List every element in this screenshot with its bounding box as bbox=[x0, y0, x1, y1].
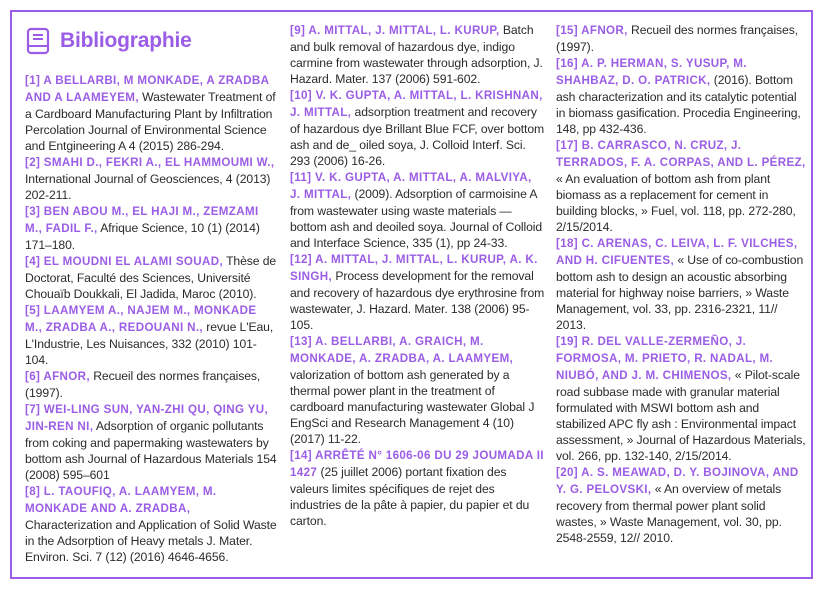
reference-text: valorization of bottom ash generated by a thermal power plant in the treatment of cardboard manufacturing wastewater Global J EngSci and Research Management 4 (10) (2017) 11-22. bbox=[290, 368, 535, 446]
reference-authors: [17] B. CARRASCO, N. CRUZ, J. TERRADOS, F. A. CORPAS, AND L. PÉREZ, bbox=[556, 139, 806, 169]
reference-item bbox=[556, 137, 808, 235]
reference-authors: [16] A. P. HERMAN, S. YUSUP, M. SHAHBAZ, D. O. PATRICK, bbox=[556, 57, 747, 87]
reference-authors: [20] A. S. MEAWAD, D. Y. BOJINOVA, AND Y. G. PELOVSKI, bbox=[556, 466, 799, 496]
reference-authors: [3] BEN ABOU M., EL HAJI M., ZEMZAMI M., FADIL F., bbox=[25, 205, 259, 235]
reference-item bbox=[556, 22, 808, 55]
reference-item bbox=[556, 464, 808, 546]
reference-authors: [2] SMAHI D., FEKRI A., EL HAMMOUMI W., bbox=[25, 156, 275, 169]
reference-text: Wastewater Treatment of a Cardboard Manufacturing Plant by Infiltration Percolation Journal of Environmental Science and Entgineering A 4 (2015) 286-294. bbox=[25, 90, 276, 153]
reference-text: Thèse de Doctorat, Faculté des Sciences, Université Chouaïb Doukkali, El Jadida, Maroc (2010). bbox=[25, 254, 277, 301]
column-2 bbox=[290, 12, 545, 577]
reference-list bbox=[556, 22, 808, 546]
reference-authors: [1] A BELLARBI, M MONKADE, A ZRADBA AND A LAAMEYEM, bbox=[25, 74, 269, 104]
reference-authors: [18] C. ARENAS, C. LEIVA, L. F. VILCHES, AND H. CIFUENTES, bbox=[556, 237, 798, 267]
reference-authors: [9] A. MITTAL, J. MITTAL, L. KURUP, bbox=[290, 24, 500, 37]
book-icon bbox=[25, 27, 51, 55]
reference-list bbox=[290, 22, 545, 529]
reference-text: (25 juillet 2006) portant fixation des valeurs limites spécifiques de rejet des industries de la pâte à papier, du papier et du carton. bbox=[290, 465, 530, 528]
reference-text: (2009). Adsorption of carmoisine A from wastewater using waste materials — bottom ash and deoiled soya. Journal of Colloid and Interface Science, 335 (1), pp 24-33. bbox=[290, 187, 543, 250]
reference-item bbox=[25, 368, 277, 401]
reference-item bbox=[25, 203, 277, 253]
reference-text: Recueil des normes françaises, (1997). bbox=[556, 23, 799, 54]
section-heading bbox=[25, 22, 277, 60]
reference-item bbox=[25, 401, 277, 483]
reference-item bbox=[25, 253, 277, 302]
bibliography-panel bbox=[10, 10, 813, 579]
reference-text: International Journal of Geosciences, 4 (2013) 202-211. bbox=[25, 172, 271, 202]
reference-text: Afrique Science, 10 (1) (2014) 171–180. bbox=[25, 221, 260, 252]
reference-authors: [7] WEI-LING SUN, YAN-ZHI QU, QING YU, JIN-REN NI, bbox=[25, 403, 269, 433]
reference-item bbox=[25, 72, 277, 154]
reference-item bbox=[290, 333, 545, 447]
reference-authors: [14] ARRÊTÉ N° 1606-06 DU 29 JOUMADA II 1427 bbox=[290, 449, 544, 479]
reference-text: (2016). Bottom ash characterization and its catalytic potential in biomass gasification. Procedia Engineering, 148, pp 432-436. bbox=[556, 73, 801, 136]
reference-item bbox=[290, 447, 545, 529]
reference-list bbox=[25, 72, 277, 565]
reference-authors: [15] AFNOR, bbox=[556, 24, 628, 37]
reference-text: Adsorption of organic pollutants from coking and papermaking wastewaters by bottom ash Journal of Hazardous Materials 154 (2008) 595–601 bbox=[25, 419, 277, 482]
reference-authors: [11] V. K. GUPTA, A. MITTAL, A. MALVIYA, J. MITTAL, bbox=[290, 171, 532, 201]
reference-item bbox=[556, 235, 808, 333]
reference-item bbox=[556, 55, 808, 137]
reference-item bbox=[290, 22, 545, 87]
reference-text: Characterization and Application of Solid Waste in the Adsorption of Heavy metals J. Mater. Environ. Sci. 7 (12) (2016) 4646-4656. bbox=[25, 518, 277, 564]
reference-item bbox=[556, 333, 808, 464]
reference-text: « An overview of metals recovery from thermal power plant solid wastes, » Waste Management, vol. 30, pp. 2548-2559, 12// 2010. bbox=[556, 482, 782, 545]
reference-authors: [4] EL MOUDNI EL ALAMI SOUAD, bbox=[25, 255, 224, 268]
reference-text: Batch and bulk removal of hazardous dye, indigo carmine from wastewater through adsorption, J. Hazard. Mater. 137 (2006) 591-602. bbox=[290, 23, 543, 86]
column-3 bbox=[556, 12, 808, 577]
reference-authors: [6] AFNOR, bbox=[25, 370, 90, 383]
reference-item bbox=[25, 302, 277, 368]
reference-text: « Use of co-combustion bottom ash to design an acoustic absorbing material for highway noise barriers, » Waste Management, vol. 33, pp. 2316-2321, 11// 2013. bbox=[556, 253, 804, 332]
reference-authors: [12] A. MITTAL, J. MITTAL, L. KURUP, A. K. SINGH, bbox=[290, 253, 538, 283]
page-title: Bibliographie bbox=[60, 29, 192, 52]
reference-text: revue L'Eau, L'Industrie, Les Nuisances, 332 (2010) 101-104. bbox=[25, 320, 274, 367]
reference-text: Recueil des normes françaises, (1997). bbox=[25, 369, 261, 400]
reference-item bbox=[290, 87, 545, 169]
reference-item bbox=[25, 154, 277, 203]
reference-text: Process development for the removal and recovery of hazardous dye erythrosine from wastewater, J. Hazard. Mater. 138 (2006) 95-105. bbox=[290, 269, 545, 332]
reference-authors: [10] V. K. GUPTA, A. MITTAL, L. KRISHNAN, J. MITTAL, bbox=[290, 89, 543, 119]
reference-text: « An evaluation of bottom ash from plant biomass as a replacement for cement in building blocks, » Fuel, vol. 118, pp. 272-280, 2/15/2014. bbox=[556, 172, 796, 234]
reference-authors: [13] A. BELLARBI, A. GRAICH, M. MONKADE, A. ZRADBA, A. LAAMYEM, bbox=[290, 335, 514, 365]
reference-text: « Pilot-scale road subbase made with granular material formulated with MSWI bottom ash and stabilized APC fly ash : Environmental impact assessment, » Journal of Hazardous Materials, vol. 266, pp. 132-140, 2/15/2014. bbox=[556, 368, 806, 463]
reference-authors: [5] LAAMYEM A., NAJEM M., MONKADE M., ZRADBA A., REDOUANI N., bbox=[25, 304, 257, 334]
reference-text: adsorption treatment and recovery of hazardous dye Brillant Blue FCF, over bottom ash and de_ oiled soya, J. Colloid Interf. Sci. 293 (2006) 16-26. bbox=[290, 105, 545, 168]
reference-authors: [8] L. TAOUFIQ, A. LAAMYEM, M. MONKADE AND A. ZRADBA, bbox=[25, 485, 217, 515]
reference-authors: [19] R. DEL VALLE-ZERMEÑO, J. FORMOSA, M. PRIETO, R. NADAL, M. NIUBÓ, AND J. M. CHIMENOS, bbox=[556, 335, 774, 382]
reference-item bbox=[290, 251, 545, 333]
reference-item bbox=[25, 483, 277, 565]
column-1 bbox=[25, 12, 277, 577]
reference-item bbox=[290, 169, 545, 251]
